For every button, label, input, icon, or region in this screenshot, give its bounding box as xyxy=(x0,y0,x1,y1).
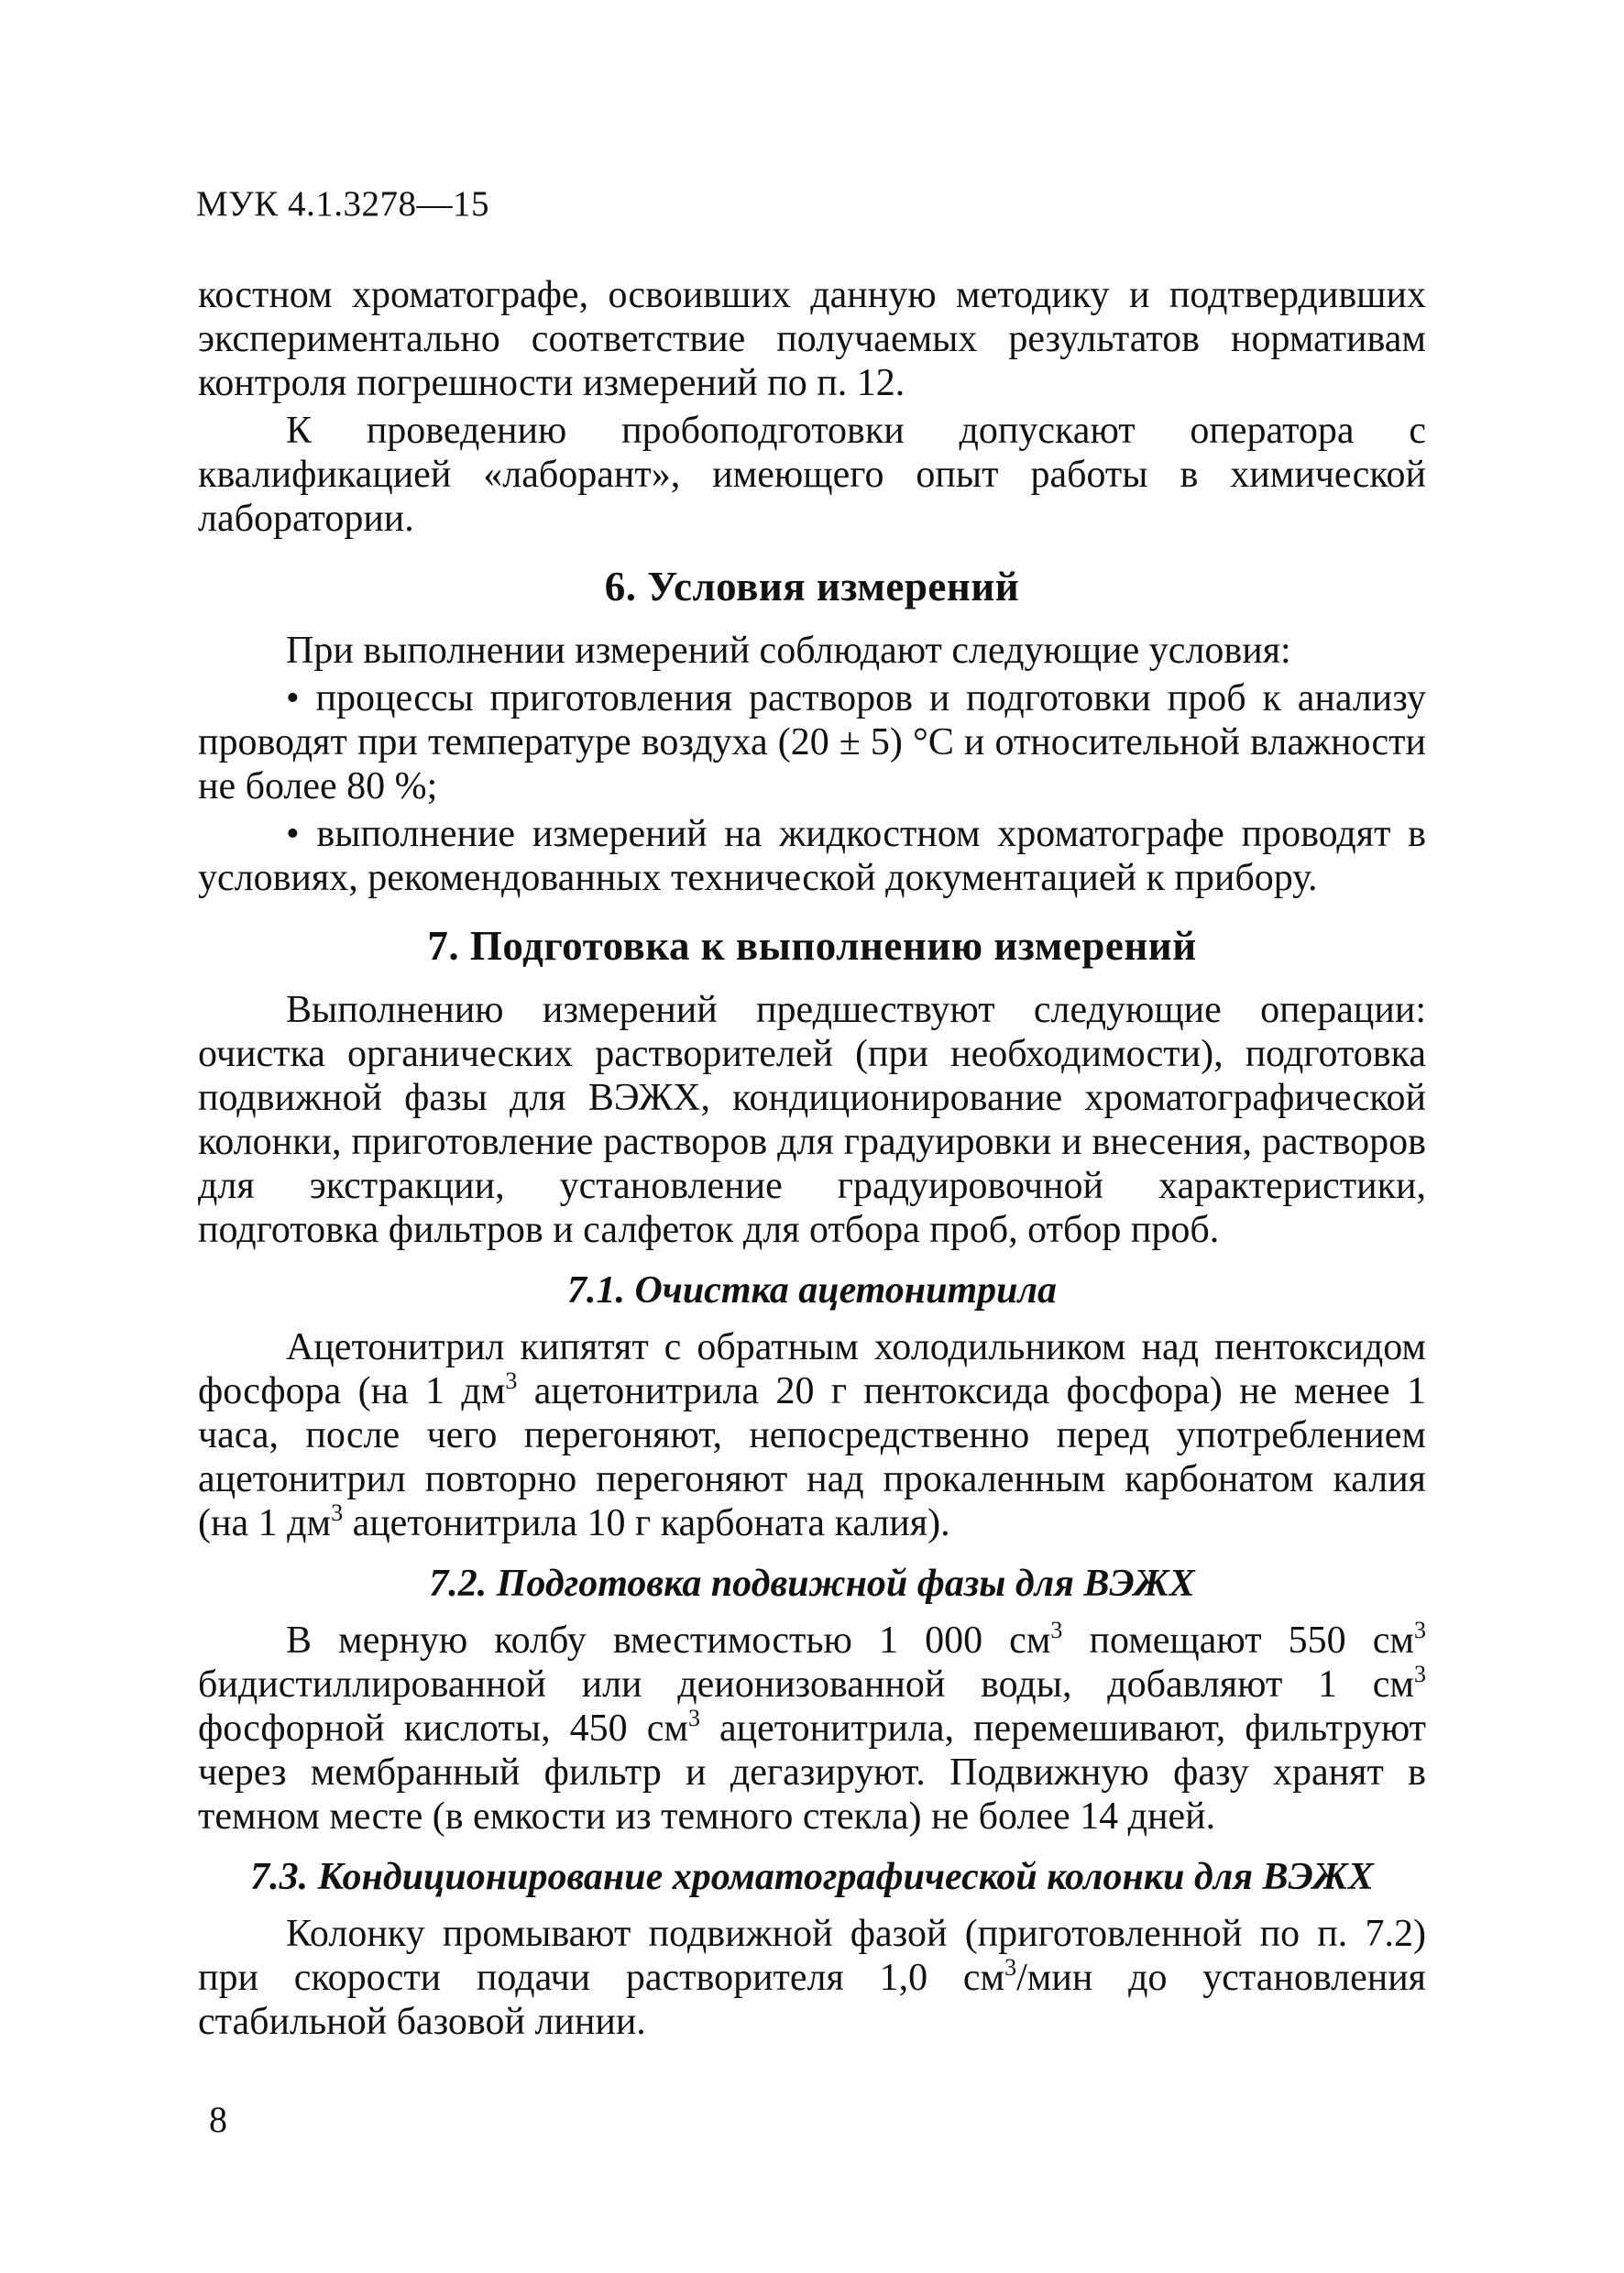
superscript: 3 xyxy=(1004,1954,1017,1981)
text-run: Ацетонитрил кипятят с обратным холодильником над пентоксидом фосфора (на 1 дм xyxy=(198,1326,1426,1412)
superscript: 3 xyxy=(331,1499,344,1526)
page-content xyxy=(198,273,1426,2044)
section-7-1-paragraph xyxy=(198,1325,1426,1545)
running-head: МУК 4.1.3278—15 xyxy=(196,184,490,224)
section-6-paragraph: При выполнении измерений соблюдают следующие условия: xyxy=(286,630,1291,672)
superscript: 3 xyxy=(1414,1661,1426,1687)
section-7-2-paragraph xyxy=(198,1619,1426,1839)
section-6-bullet-2: • выполнение измерений на жидкостном хроматографе проводят в условиях, рекомендованных технической документацией к прибору. xyxy=(198,813,1426,899)
section-6-bullet-1: • процессы приготовления растворов и подготовки проб к анализу проводят при температуре воздуха (20 ± 5) °С и относительной влажности не более 80 %; xyxy=(198,677,1426,807)
section-7-1-heading: 7.1. Очистка ацетонитрила xyxy=(566,1269,1058,1312)
text-run: помещают 550 см xyxy=(1062,1620,1415,1662)
text-run: В мерную колбу вместимостью 1 000 см xyxy=(286,1620,1051,1662)
superscript: 3 xyxy=(505,1367,518,1394)
section-7-heading: 7. Подготовка к выполнению измерений xyxy=(427,923,1197,969)
superscript: 3 xyxy=(687,1705,700,1731)
intro-paragraph-2: К проведению пробоподготовки допускают оператора с квалификацией «лаборант», имеющего опыт работы в химической лаборатории. xyxy=(198,410,1426,540)
section-7-2-heading: 7.2. Подготовка подвижной фазы для ВЭЖХ xyxy=(429,1563,1195,1605)
page-number: 8 xyxy=(209,2099,227,2140)
text-run: ацетонитрила 10 г карбоната калия). xyxy=(343,1502,950,1544)
text-run: фосфорной кислоты, 450 см xyxy=(198,1707,688,1750)
section-7-3-paragraph xyxy=(198,1912,1426,2044)
intro-paragraph-1: костном хроматографе, освоивших данную методику и подтвердивших экспериментально соответствие получаемых результатов нормативам контроля погрешности измерений по п. 12. xyxy=(198,274,1426,404)
section-6-heading: 6. Условия измерений xyxy=(604,564,1020,609)
text-run: ацетонитрила, перемешивают, фильтруют через мембранный фильтр и дегазируют. Подвижную фазу хранят в темном месте (в емкости из темного стекла) не более 14 дней. xyxy=(198,1707,1426,1838)
text-run: бидистиллированной или деионизованной воды, добавляют 1 см xyxy=(198,1664,1414,1706)
section-7-paragraph: Выполнению измерений предшествуют следующие операции: очистка органических растворителей (при необходимости), подготовка подвижной фазы для ВЭЖХ, кондиционирование хроматографической колонки, приготовление растворов для градуировки и внесения, растворов для экстракции, установление градуировочной характеристики, подготовка фильтров и салфеток для отбора проб, отбор проб. xyxy=(198,989,1426,1251)
superscript: 3 xyxy=(1050,1617,1063,1643)
text-run: /мин до установления стабильной базовой линии. xyxy=(198,1957,1426,2043)
section-7-3-heading: 7.3. Кондиционирование хроматографической колонки для ВЭЖХ xyxy=(250,1856,1374,1898)
text-run: Колонку промывают подвижной фазой (приготовленной по п. 7.2) при скорости подачи растворителя 1,0 см xyxy=(198,1913,1426,1999)
text-run: ацетонитрила 20 г пентоксида фосфора) не менее 1 часа, после чего перегоняют, непосредственно перед употреблением ацетонитрил повторно перегоняют над прокаленным карбонатом калия (на 1 дм xyxy=(198,1370,1427,1544)
superscript: 3 xyxy=(1414,1617,1427,1643)
